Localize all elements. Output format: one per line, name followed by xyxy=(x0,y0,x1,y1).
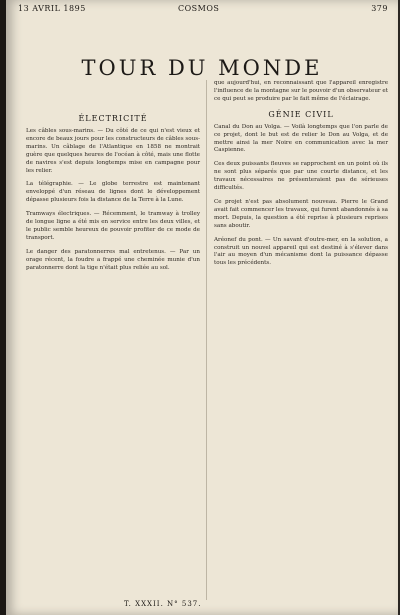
paragraph: Le danger des paratonnerres mal entretenus. — Par un orage récent, la foudre a frappé une cheminée munie d'un paratonnerre dont la tige n'était plus reliée au sol. xyxy=(26,248,200,271)
paragraph: Tramways électriques. — Récemment, le tramway à trolley de longue ligne a été mis en service entre les deux villes, et le public semble heureux de pouvoir profiter de ce mode de transport. xyxy=(26,211,200,241)
header-journal: COSMOS xyxy=(178,4,220,13)
volume-signature: T. XXXII. N° 537. xyxy=(124,600,202,608)
paragraph: Ces deux puissants fleuves se rapprochent en un point où ils ne sont plus séparés que par une courte distance, et les travaux nécessaires ne présenteraient pas de sérieuses difficultés. xyxy=(214,161,388,192)
header-page-number: 379 xyxy=(371,4,388,13)
column-divider xyxy=(206,80,207,600)
paragraph: Les câbles sous-marins. — Du côté de ce qui n'est vieux et encore de beaux jours pour les constructeurs de câbles sous-marins. Un câblage de l'Atlantique en 1858 ne montrait guère que quelques heures de l'océan à côté, mais une flotte de navires s'est depuis longtemps mise en campagne pour les relier. xyxy=(26,128,200,174)
running-header xyxy=(18,2,388,16)
paragraph: Ce projet n'est pas absolument nouveau. Pierre le Grand avait fait commencer les travaux, qui furent abandonnés à sa mort. Depuis, la question a été reprise à plusieurs reprises sans aboutir. xyxy=(214,198,388,229)
paragraph: que aujourd'hui, en reconnaissant que l'appareil enregistre l'influence de la montagne sur le pouvoir d'un observateur et ce qui peut se produire par le fait même de l'éclairage. xyxy=(214,80,388,102)
right-column xyxy=(214,80,388,274)
paragraph: Canal du Don au Volga. — Voilà longtemps que l'on parle de ce projet, dont le but est de relier le Don au Volga, et de mettre ainsi la mer Noire en communication avec la mer Caspienne. xyxy=(214,123,388,154)
paragraph: La télégraphie. — Le globe terrestre est maintenant enveloppé d'un réseau de lignes dont le développement dépasse plusieurs fois la distance de la Terre à la Lune. xyxy=(26,181,200,204)
left-column xyxy=(26,110,200,279)
section-heading-electricite: ÉLECTRICITÉ xyxy=(78,114,148,123)
paragraph: Aréonef du pont. — Un savant d'outre-mer, en la solution, a construit un nouvel appareil qui est destiné à s'élever dans l'air au moyen d'un mécanisme dont la puissance dépasse tous les précédents. xyxy=(214,236,388,267)
header-date: 13 AVRIL 1895 xyxy=(18,4,86,13)
section-heading-genie-civil: GÉNIE CIVIL xyxy=(268,109,334,119)
document-page xyxy=(6,0,398,615)
page-title: TOUR DU MONDE xyxy=(81,56,323,80)
